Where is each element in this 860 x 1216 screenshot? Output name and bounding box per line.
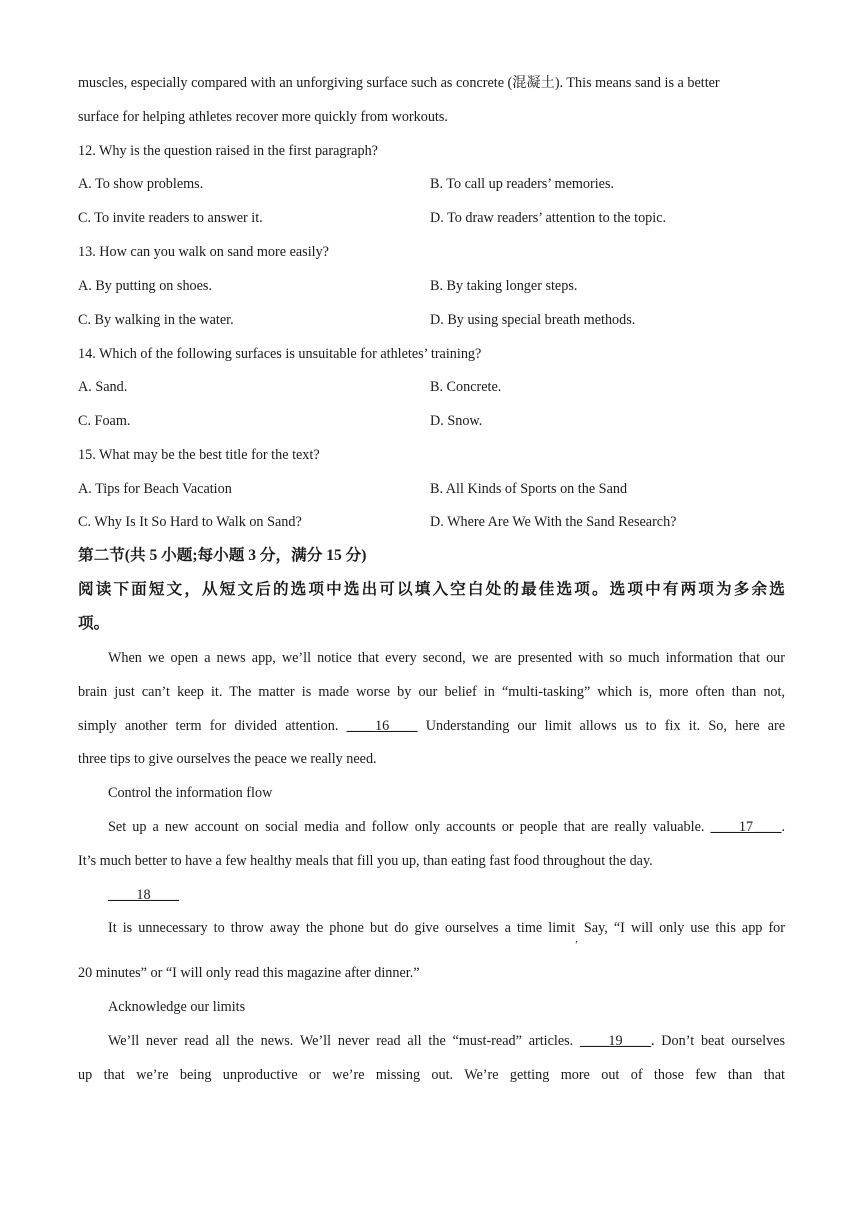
passage-p1-line-4: three tips to give ourselves the peace we really need. — [78, 751, 377, 767]
passage-p1-line-3-text-a: simply another term for divided attention. — [78, 718, 339, 734]
passage-p1-line-2: brain just can’t keep it. The matter is made worse by our belief in “multi-tasking” which is, more often than not, — [78, 684, 785, 700]
question-13-option-a: A. By putting on shoes. — [78, 278, 212, 294]
passage-p1-line-1: When we open a news app, we’ll notice that every second, we are presented with so much information that our — [108, 650, 785, 666]
blank-17: ____17____ — [710, 819, 782, 835]
passage-p4-line-1-text-b: . Don’t beat ourselves — [650, 1033, 785, 1049]
subheading-acknowledge-limits: Acknowledge our limits — [108, 999, 246, 1015]
question-14-option-b: B. Concrete. — [430, 379, 502, 395]
intro-line-2: surface for helping athletes recover more quickly from workouts. — [78, 109, 448, 125]
passage-p4-line-1-text-a: We’ll never read all the news. We’ll never read all the “must-read” articles. — [108, 1033, 574, 1049]
passage-p3-line-1-text-a: It is unnecessary to throw away the phone but do give ourselves a time limit — [108, 920, 576, 936]
passage-p2-line-1-text: Set up a new account on social media and follow only accounts or people that are really valuable. — [108, 819, 705, 835]
question-12-option-a: A. To show problems. — [78, 176, 204, 192]
section-heading: 第二节(共 5 小题;每小题 3 分，满分 15 分) — [78, 547, 367, 564]
question-14-stem: 14. Which of the following surfaces is unsuitable for athletes’ training? — [78, 346, 482, 362]
question-13-stem: 13. How can you walk on sand more easily? — [78, 244, 329, 260]
question-15-option-b: B. All Kinds of Sports on the Sand — [430, 481, 628, 497]
question-14-option-d: D. Snow. — [430, 413, 483, 429]
question-13-option-c: C. By walking in the water. — [78, 312, 234, 328]
question-15-option-d: D. Where Are We With the Sand Research? — [430, 514, 677, 530]
blank-18: ____18____ — [108, 887, 179, 903]
passage-p3-comma: , — [575, 933, 578, 945]
intro-line-1: muscles, especially compared with an unforgiving surface such as concrete (混凝土). This means sand is a better — [78, 75, 720, 91]
section-instruction-line-1: 阅读下面短文，从短文后的选项中选出可以填入空白处的最佳选项。选项中有两项为多余选 — [78, 581, 785, 598]
passage-p4-line-2: up that we’re being unproductive or we’re missing out. We’re getting more out of those few than that — [78, 1067, 785, 1083]
passage-p1-line-3 — [78, 716, 785, 736]
passage-p2-line-2: It’s much better to have a few healthy meals that fill you up, than eating fast food throughout the day. — [78, 853, 653, 869]
question-15-option-c: C. Why Is It So Hard to Walk on Sand? — [78, 514, 302, 530]
section-instruction-line-2: 项。 — [78, 615, 110, 632]
question-12-stem: 12. Why is the question raised in the first paragraph? — [78, 143, 378, 159]
question-15-option-a: A. Tips for Beach Vacation — [78, 481, 232, 497]
passage-p3-line-1 — [108, 918, 785, 945]
passage-p2-line-1 — [108, 817, 785, 837]
question-12-option-b: B. To call up readers’ memories. — [430, 176, 615, 192]
passage-p2-period: . — [781, 819, 785, 835]
question-12-option-d: D. To draw readers’ attention to the topic. — [430, 210, 667, 226]
passage-p3-line-1-text-b: Say, “I will only use this app for — [583, 920, 785, 936]
question-13-option-d: D. By using special breath methods. — [430, 312, 636, 328]
passage-p1-line-3-text-b: Understanding our limit allows us to fix it. So, here are — [425, 718, 786, 734]
passage-p3-line-2: 20 minutes” or “I will only read this magazine after dinner.” — [78, 965, 420, 981]
passage-p4-line-1 — [108, 1031, 785, 1051]
question-12-option-c: C. To invite readers to answer it. — [78, 210, 263, 226]
blank-19: ____19____ — [580, 1033, 651, 1049]
blank-16: ____16____ — [346, 718, 418, 734]
question-13-option-b: B. By taking longer steps. — [430, 278, 578, 294]
subheading-control-information: Control the information flow — [108, 785, 273, 801]
question-14-option-a: A. Sand. — [78, 379, 128, 395]
question-15-stem: 15. What may be the best title for the text? — [78, 447, 320, 463]
question-14-option-c: C. Foam. — [78, 413, 131, 429]
